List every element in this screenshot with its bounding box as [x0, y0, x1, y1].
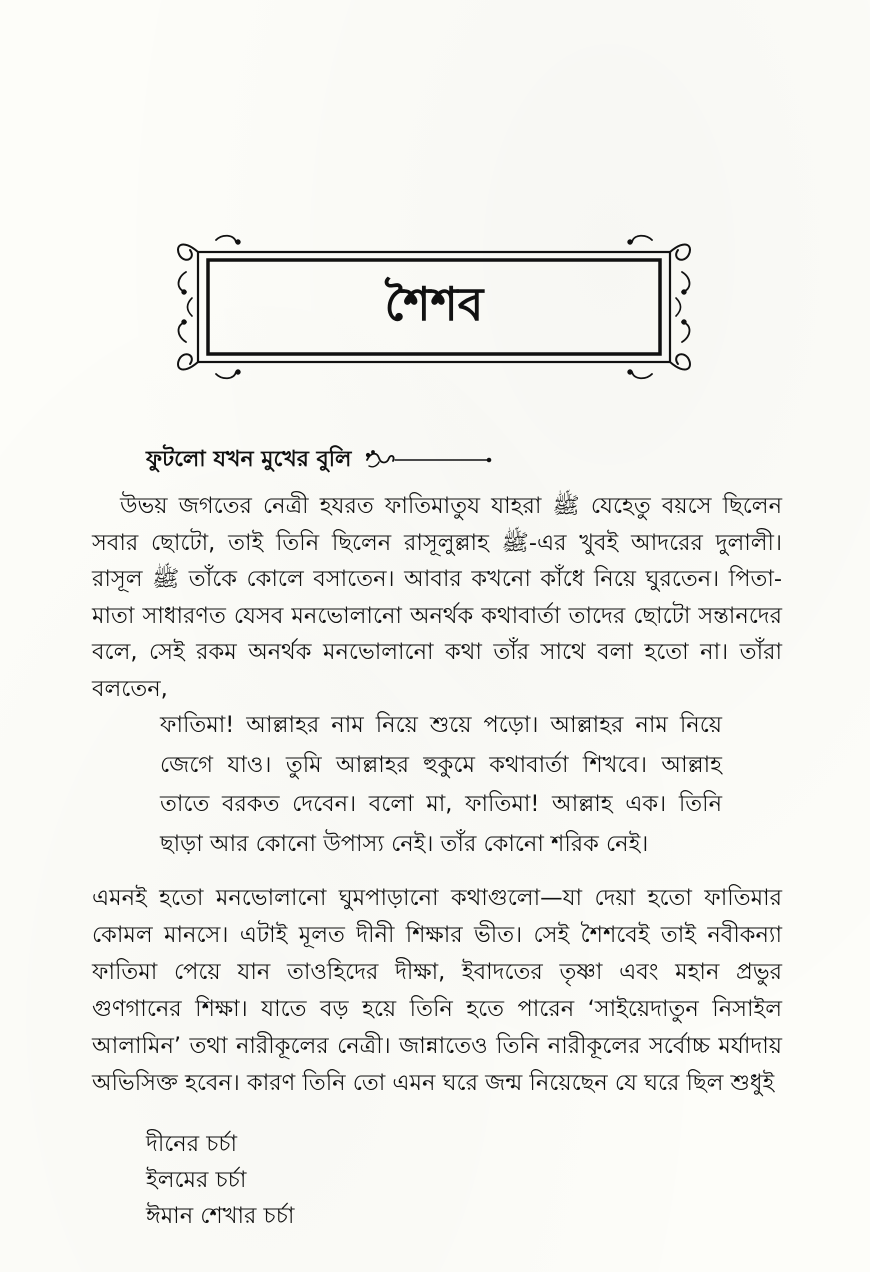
list-item: ঈমান শেখার চর্চা: [146, 1203, 295, 1229]
section-heading: [146, 440, 493, 480]
chapter-title-frame: [172, 232, 696, 382]
section-heading-text: ফুটলো যখন মুখের বুলি: [146, 447, 352, 472]
paragraph-2: এমনই হতো মনভোলানো ঘুমপাড়ানো কথাগুলো—যা দেয়া হতো ফাতিমার কোমল মানসে। এটাই মূলত দীনী শিক্ষার ভীত। সেই শৈশবেই তাই নবীকন্যা ফাতিমা পেয়ে যান তাওহিদের দীক্ষা, ইবাদতের তৃষ্ণা এবং মহান প্রভুর গুণগানের শিক্ষা। যাতে বড় হয়ে তিনি হতে পারেন ‘সাইয়েদাতুন নিসাইল আলামিন’ তথা নারীকূলের নেত্রী। জান্নাতেও তিনি নারীকূলের সর্বোচ্চ মর্যাদায় অভিসিক্ত হবেন। কারণ তিনি তো এমন ঘরে জন্ম নিয়েছেন যে ঘরে ছিল শুধুই: [92, 885, 782, 1096]
chapter-title: শৈশব: [384, 277, 484, 331]
flourish-rule-icon: [363, 448, 493, 472]
paragraph-1: উভয় জগতের নেত্রী হযরত ফাতিমাতুয যাহরা ﷺ যেহেতু বয়সে ছিলেন সবার ছোটো, তাই তিনি ছিলেন রাসূলুল্লাহ ﷺ-এর খুবই আদরের দুলালী। রাসূল ﷺ তাঁকে কোলে বসাতেন। আবার কখনো কাঁধে নিয়ে ঘুরতেন। পিতা-মাতা সাধারণত যেসব মনভোলানো অনর্থক কথাবার্তা তাদের ছোটো সন্তানদের বলে, সেই রকম অনর্থক মনভোলানো কথা তাঁর সাথে বলা হতো না। তাঁরা বলতেন,: [92, 493, 783, 702]
list-item: দীনের চর্চা: [146, 1131, 238, 1157]
block-quote: ফাতিমা! আল্লাহর নাম নিয়ে শুয়ে পড়ো। আল্লাহর নাম নিয়ে জেগে যাও। তুমি আল্লাহর হুকুমে কথাবার্তা শিখবে। আল্লাহ তাতে বরকত দেবেন। বলো মা, ফাতিমা! আল্লাহ এক। তিনি ছাড়া আর কোনো উপাস্য নেই। তাঁর কোনো শরিক নেই।: [160, 712, 722, 857]
practice-list: [146, 1126, 294, 1234]
list-item: ইলমের চর্চা: [146, 1167, 247, 1193]
